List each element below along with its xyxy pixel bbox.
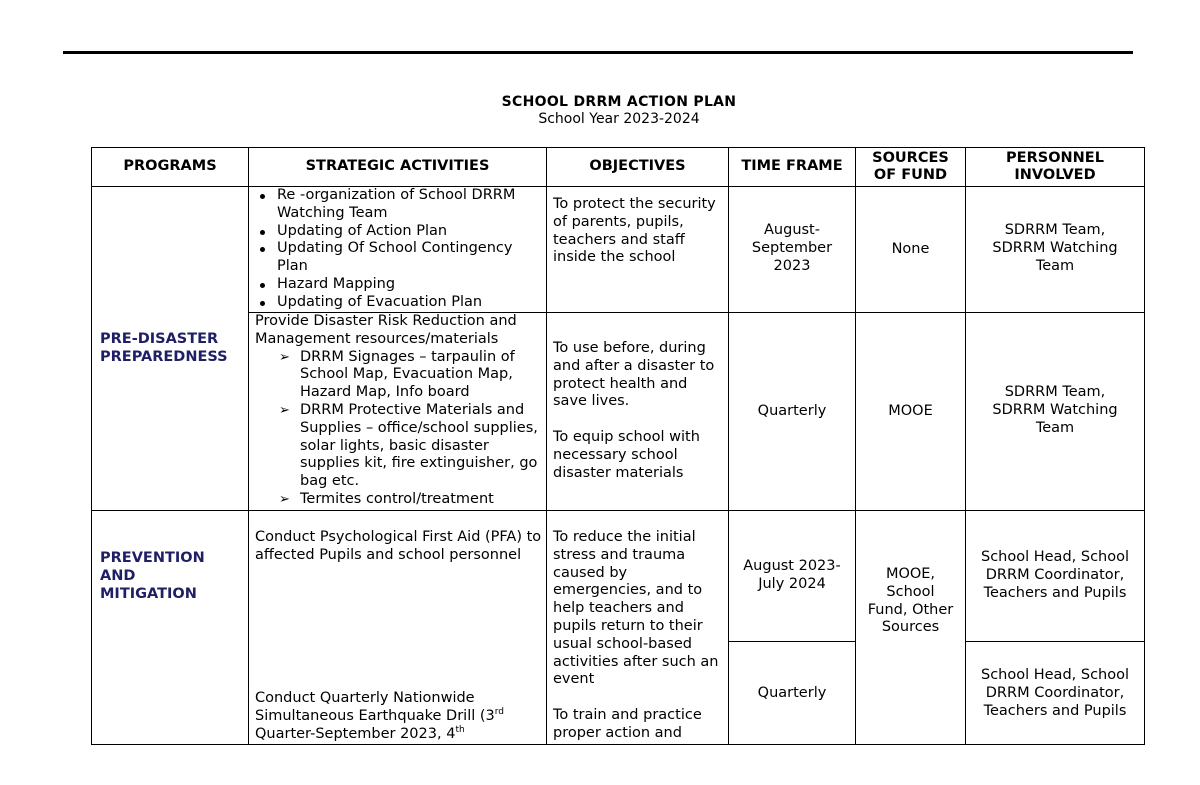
activities-row-1 <box>254 187 544 312</box>
objective-prevention: To reduce the initial stress and trauma caused by emergencies, and to help teachers and pupils return to their usual school-based activities after such an event To train and practice proper action and <box>553 529 719 741</box>
list-item: ➢ Termites control/treatment <box>277 491 545 509</box>
list-item: Re -organization of School DRRM Watching Team <box>254 187 544 223</box>
objective-row-2: To use before, during and after a disaster to protect health and save lives. To equip school with necessary school disaster materials <box>553 340 715 481</box>
time-frame-row-1: August- September 2023 <box>751 222 833 274</box>
activity-pfa: Conduct Psychological First Aid (PFA) to affected Pupils and school personnel <box>255 529 542 563</box>
header-time-frame: TIME FRAME <box>741 158 843 175</box>
source-row-2: MOOE <box>888 402 933 419</box>
title-block <box>0 94 1200 128</box>
header-programs: PROGRAMS <box>123 158 217 175</box>
list-item: Updating Of School Contingency Plan <box>254 240 544 276</box>
source-prevention: MOOE, School Fund, Other Sources <box>867 566 954 636</box>
list-item: Updating of Evacuation Plan <box>254 294 544 312</box>
activities-row-2 <box>255 313 545 509</box>
list-item: Updating of Action Plan <box>254 223 544 241</box>
time-frame-drill: Quarterly <box>757 685 827 701</box>
program-pre-disaster: PRE-DISASTER PREPAREDNESS <box>100 331 228 365</box>
time-frame-pfa: August 2023- July 2024 <box>743 558 841 592</box>
list-item: ➢ DRRM Signages – tarpaulin of School Map, Evacuation Map, Hazard Map, Info board <box>277 349 545 402</box>
personnel-pfa: School Head, School DRRM Coordinator, Teachers and Pupils <box>980 549 1130 601</box>
source-row-1: None <box>891 240 930 257</box>
header-sources-of-fund: SOURCES OF FUND <box>872 150 949 183</box>
activity-intro: Provide Disaster Risk Reduction and Management resources/materials <box>255 313 517 347</box>
personnel-drill: School Head, School DRRM Coordinator, Teachers and Pupils <box>980 667 1130 719</box>
header-objectives: OBJECTIVES <box>589 158 686 175</box>
activity-earthquake-drill: Conduct Quarterly Nationwide Simultaneous Earthquake Drill (3rd Quarter-September 2023, 4th <box>255 690 505 742</box>
time-frame-row-2: Quarterly <box>757 402 827 419</box>
list-item: ➢ DRRM Protective Materials and Supplies – office/school supplies, solar lights, basic disaster supplies kit, fire extinguisher, go bag etc. <box>277 402 545 491</box>
header-personnel-involved: PERSONNEL INVOLVED <box>1006 150 1104 183</box>
program-prevention-mitigation: PREVENTION AND MITIGATION <box>100 550 205 602</box>
document-subtitle: School Year 2023-2024 <box>538 111 700 127</box>
objective-row-1: To protect the security of parents, pupils, teachers and staff inside the school <box>553 196 716 266</box>
top-rule <box>63 51 1133 54</box>
header-strategic-activities: STRATEGIC ACTIVITIES <box>305 158 490 175</box>
personnel-row-2: SDRRM Team, SDRRM Watching Team <box>992 384 1118 436</box>
document-title: SCHOOL DRRM ACTION PLAN <box>501 94 737 110</box>
list-item: Hazard Mapping <box>254 276 544 294</box>
personnel-row-1: SDRRM Team, SDRRM Watching Team <box>992 222 1118 274</box>
